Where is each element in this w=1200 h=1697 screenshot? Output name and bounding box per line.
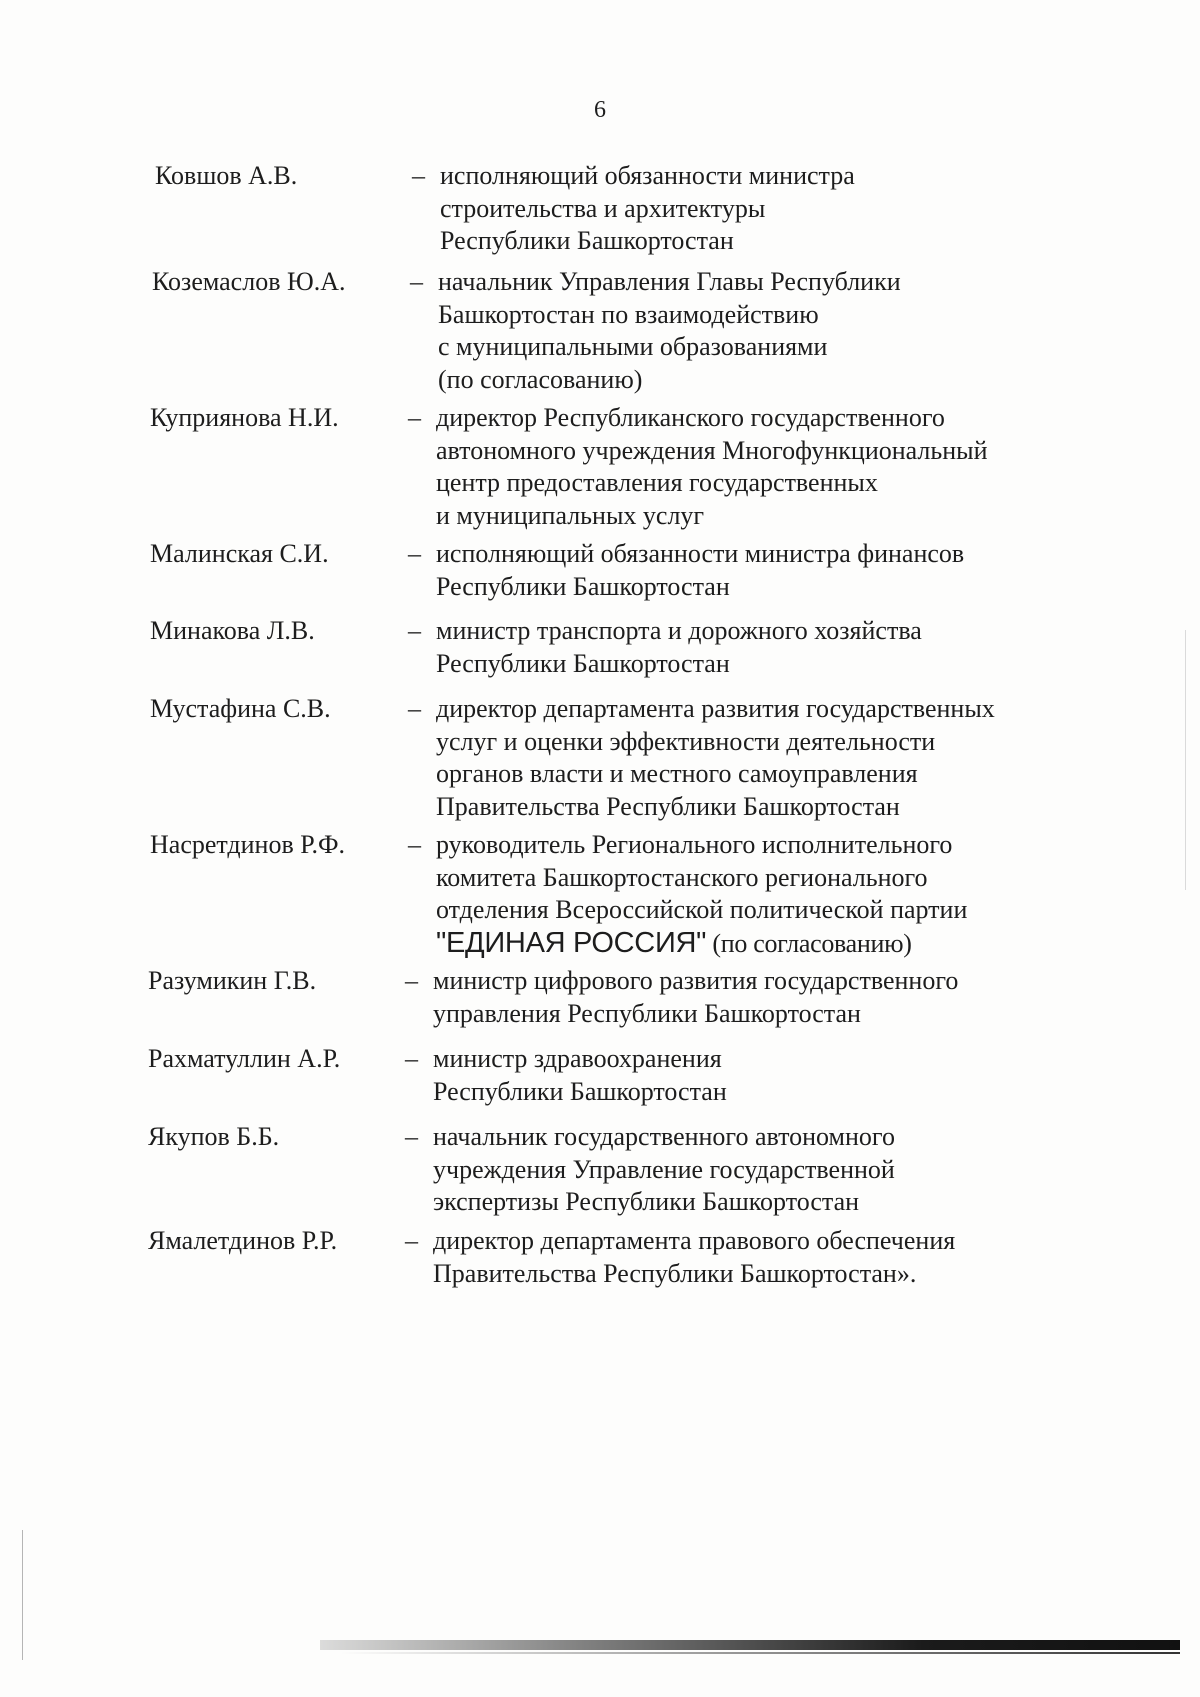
dash-separator: – — [408, 694, 421, 723]
position-line: управления Республики Башкортостан — [433, 998, 861, 1028]
position-line: Правительства Республики Башкортостан». — [433, 1258, 917, 1288]
dash-separator: – — [412, 161, 425, 190]
position-line: центр предоставления государственных — [436, 468, 878, 497]
member-name: Насретдинов Р.Ф. — [150, 830, 345, 859]
member-position — [438, 266, 1118, 396]
member-position — [436, 615, 1116, 680]
member-position — [433, 965, 1113, 1030]
member-name: Коземаслов Ю.А. — [152, 267, 346, 296]
position-line: исполняющий обязанности министра финансов — [436, 539, 965, 568]
member-name: Мустафина С.В. — [150, 694, 331, 723]
position-line: комитета Башкортостанского регионального — [436, 862, 928, 892]
position-line: и муниципальных услуг — [436, 500, 705, 530]
position-line: Правительства Республики Башкортостан — [436, 791, 900, 821]
position-line: руководитель Регионального исполнительного — [436, 830, 953, 859]
dash-separator: – — [408, 403, 421, 432]
scan-edge-right — [1185, 630, 1186, 890]
scan-bottom-line — [340, 1652, 1180, 1654]
position-line: Республики Башкортостан — [440, 226, 734, 255]
position-line: строительства и архитектуры — [440, 193, 766, 223]
position-line: Республики Башкортостан — [436, 571, 730, 601]
member-position — [436, 538, 1116, 603]
position-line: начальник государственного автономного — [433, 1122, 895, 1151]
member-position — [436, 402, 1116, 532]
member-position — [436, 693, 1116, 823]
member-name: Ямалетдинов Р.Р. — [148, 1226, 338, 1255]
member-name: Разумикин Г.В. — [148, 966, 317, 995]
position-line: директор Республиканского государственного — [436, 403, 945, 432]
dash-separator: – — [405, 1226, 418, 1255]
member-position — [433, 1121, 1113, 1219]
position-line — [436, 927, 1116, 961]
member-name: Минакова Л.В. — [150, 616, 315, 645]
dash-separator: – — [405, 1122, 418, 1151]
position-line: учреждения Управление государственной — [433, 1154, 895, 1184]
position-line: органов власти и местного самоуправления — [436, 759, 918, 788]
member-name: Ковшов А.В. — [155, 161, 298, 190]
position-line: услуг и оценки эффективности деятельности — [436, 726, 936, 756]
position-line: (по согласованию) — [438, 364, 643, 394]
position-line: Башкортостан по взаимодействию — [438, 299, 819, 329]
position-line: экспертизы Республики Башкортостан — [433, 1187, 860, 1216]
dash-separator: – — [408, 539, 421, 568]
member-position — [433, 1225, 1113, 1290]
dash-separator: – — [408, 830, 421, 859]
position-line: министр здравоохранения — [433, 1044, 722, 1073]
dash-separator: – — [410, 267, 423, 296]
page-number: 6 — [594, 97, 606, 123]
scan-edge-left — [22, 1530, 23, 1660]
member-position — [440, 160, 1120, 258]
dash-separator: – — [408, 616, 421, 645]
scan-bottom-bar — [320, 1640, 1180, 1650]
position-line: отделения Всероссийской политической партии — [436, 895, 968, 924]
dash-separator: – — [405, 1044, 418, 1073]
agreement-note: (по согласованию) — [706, 928, 912, 958]
position-line: автономного учреждения Многофункциональный — [436, 435, 988, 465]
member-name: Рахматуллин А.Р. — [148, 1044, 341, 1073]
member-name: Малинская С.И. — [150, 539, 329, 568]
member-name: Куприянова Н.И. — [150, 403, 339, 432]
position-line: начальник Управления Главы Республики — [438, 267, 901, 296]
party-name: "ЕДИНАЯ РОССИЯ" — [436, 926, 707, 959]
position-line: Республики Башкортостан — [433, 1076, 727, 1106]
position-line: исполняющий обязанности министра — [440, 161, 855, 190]
position-line: директор департамента правового обеспечения — [433, 1226, 956, 1255]
member-name: Якупов Б.Б. — [148, 1122, 280, 1151]
position-line: с муниципальными образованиями — [438, 332, 828, 361]
member-position — [433, 1043, 1113, 1108]
position-line: министр цифрового развития государственного — [433, 966, 959, 995]
dash-separator: – — [405, 966, 418, 995]
position-line: Республики Башкортостан — [436, 648, 730, 678]
position-line: министр транспорта и дорожного хозяйства — [436, 616, 922, 645]
position-line: директор департамента развития государственных — [436, 694, 995, 723]
member-position — [436, 829, 1116, 960]
